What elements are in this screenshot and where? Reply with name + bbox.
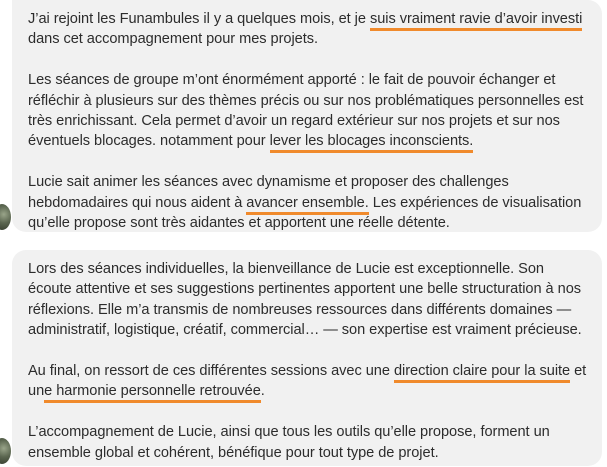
testimonial-1-paragraph-2 — [28, 70, 588, 152]
testimonial-1-paragraph-3 — [28, 172, 588, 233]
testimonial-bubble-1 — [12, 0, 602, 232]
text-segment: Au final, on ressort de ces différentes sessions avec une — [28, 363, 394, 380]
highlight-segment: suis vraiment ravie d’avoir investi — [370, 11, 582, 31]
avatar — [0, 204, 11, 230]
testimonial-2-paragraph-2 — [28, 361, 588, 402]
highlight-segment: lever les blocages inconscients. — [270, 133, 474, 153]
text-segment: Les expériences de visualisation qu’elle propose sont très aidantes et apportent une réelle détente. — [28, 194, 582, 232]
highlight-segment: avancer ensemble. — [246, 195, 368, 215]
text-segment: Les séances de groupe m’ont énormément apporté : le fait de pouvoir échanger et réfléchir à plusieurs sur des thèmes précis ou sur nos problématiques personnelles est très enrichissant. Cela permet d’avoir un regard extérieur sur nos projets et sur nos éventuels blocages. notamment pour — [28, 72, 584, 150]
text-segment: . — [260, 383, 265, 400]
testimonial-1-paragraph-1 — [28, 9, 588, 50]
highlight-segment: direction claire pour la suite — [394, 363, 570, 383]
text-segment: J’ai rejoint les Funambules il y a quelques mois, et je — [28, 11, 370, 27]
text-segment: Lucie sait animer les séances avec dynamisme et proposer des challenges hebdomadaires qui nous aident à — [28, 174, 509, 211]
highlight-segment: e harmonie personnelle retrouvée — [44, 383, 261, 403]
text-segment: et un — [28, 363, 587, 400]
testimonial-2-paragraph-3 — [28, 422, 588, 463]
avatar — [0, 438, 11, 464]
testimonial-2-paragraph-1 — [28, 259, 588, 341]
text-segment: L’accompagnement de Lucie, ainsi que tous les outils qu’elle propose, forment un ensemble global et cohérent, bénéfique pour tout type de projet. — [28, 424, 550, 461]
text-segment: Lors des séances individuelles, la bienveillance de Lucie est exceptionnelle. Son écoute attentive et ses suggestions pertinentes apportent une belle structuration à nos réflexions. Elle m’a transmis de nombreuses ressources dans différents domaines — administratif, logistique, créatif, commercial… — son expertise est vraiment précieuse. — [28, 261, 582, 339]
testimonial-bubble-2 — [12, 250, 602, 466]
text-segment: dans cet accompagnement pour mes projets. — [28, 31, 318, 48]
